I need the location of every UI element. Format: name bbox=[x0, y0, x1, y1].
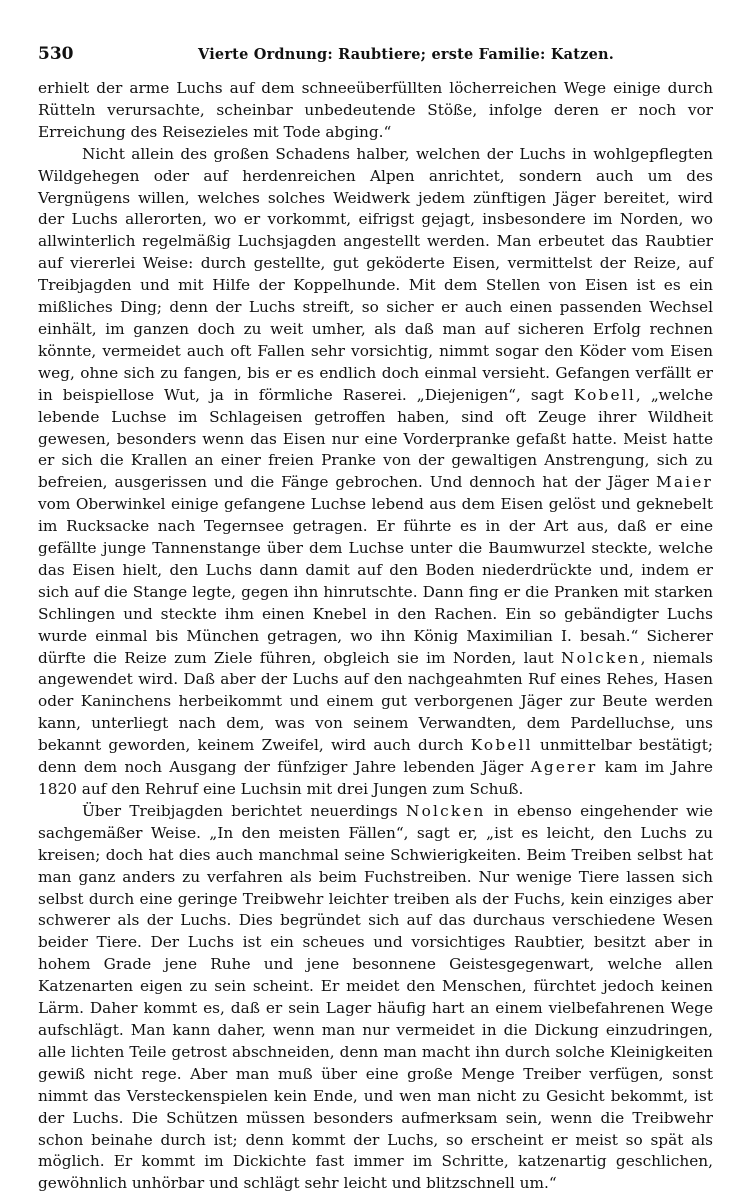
body-text bbox=[38, 78, 713, 1195]
spaced-name: Nolcken bbox=[561, 648, 641, 667]
paragraph bbox=[38, 144, 713, 801]
running-title: Vierte Ordnung: Raubtiere; erste Familie: Katzen. bbox=[198, 46, 615, 63]
text-run: Nicht allein des großen Schadens halber, welchen der Luchs in wohlgepflegten Wildgehegen oder auf herdenreichen Alpen anrichtet, sondern auch um des Vergnügens willen, welches solches Weidwerk jedem zünftigen Jäger bereitet, wird der Luchs allerorten, wo er vorkommt, eifrigst gejagt, insbesondere im Norden, wo allwinterlich regelmäßig Luchsjagden angestellt werden. Man erbeutet das Raubtier auf viererlei Weise: durch gestellte, gut geköderte Eisen, vermittelst der Reize, auf Treibjagden und mit Hilfe der Koppelhunde. Mit dem Stellen von Eisen ist es ein mißliches Ding; denn der Luchs streift, so sicher er auch einen passenden Wechsel einhält, im ganzen doch zu weit umher, als daß man auf sicheren Erfolg rechnen könnte, vermeidet auch oft Fallen sehr vorsichtig, nimmt sogar den Köder vom Eisen weg, ohne sich zu fangen, bis er es endlich doch einmal versieht. Gefangen verfällt er in beispiellose Wut, ja in förmliche Raserei. „Diejenigen“, sagt bbox=[38, 144, 713, 404]
spaced-name: Nolcken bbox=[405, 801, 486, 820]
text-run: , niemals angewendet wird. Daß aber der Luchs auf den nachgeahmten Ruf eines Rehes, Hasen oder Kaninchens herbeikommt und einem gut verborgenen Jäger zur Beute werden kann, unterliegt nach dem, was von seinem Verwandten, dem Pardelluchse, uns bekannt geworden, keinem Zweifel, wird auch durch bbox=[38, 648, 714, 755]
page-number: 530 bbox=[38, 44, 74, 64]
page-header bbox=[38, 44, 713, 74]
text-run: , „welche lebende Luchse im Schlageisen getroffen haben, sind oft Zeuge ihrer Wildheit gewesen, besonders wenn das Eisen nur eine Vorderpranke gefaßt hatte. Meist hatte er sich die Krallen an einer freien Pranke von der gewaltigen Anstrengung, sich zu befreien, ausgerissen und die Fänge gebrochen. Und dennoch hat der Jäger bbox=[38, 385, 713, 492]
text-run: unmittelbar bestätigt; denn dem noch Ausgang der fünfziger Jahre lebenden Jäger bbox=[38, 736, 713, 777]
text-run: kam im Jahre 1820 auf den Rehruf eine Luchsin mit drei Jungen zum Schuß. bbox=[38, 758, 713, 798]
spaced-name: Maier bbox=[655, 473, 713, 492]
spaced-name: Kobell bbox=[573, 385, 636, 404]
text-run: vom Oberwinkel einige gefangene Luchse lebend aus dem Eisen gelöst und geknebelt im Rucksacke nach Tegernsee getragen. Er führte es in der Art aus, daß er eine gefällte junge Tannenstange über dem Luchse unter die Baumwurzel steckte, welche das Eisen hielt, den Luchs dann damit auf den Boden niederdrückte und, indem er sich auf die Stange legte, gegen ihn hinrutschte. Dann fing er die Pranken mit starken Schlingen und steckte ihm einen Knebel in den Rachen. Ein so gebändigter Luchs wurde einmal bis München getragen, wo ihn König Maximilian I. besah.“ Sicherer dürfte die Reize zum Ziele führen, obgleich sie im Norden, laut bbox=[38, 495, 713, 667]
spaced-name: Agerer bbox=[530, 758, 598, 777]
paragraph bbox=[38, 78, 713, 144]
text-run: Über Treibjagden berichtet neuerdings bbox=[82, 801, 406, 820]
paragraph bbox=[38, 801, 713, 1195]
text-run: in ebenso eingehender wie sachgemäßer Weise. „In den meisten Fällen“, sagt er, „ist es leicht, den Luchs zu kreisen; doch hat dies auch manchmal seine Schwierigkeiten. Beim Treiben selbst hat man ganz anders zu verfahren als beim Fuchstreiben. Nur wenige Tiere lassen sich selbst durch eine geringe Treibwehr leichter treiben als der Fuchs, kein einziges aber schwerer als der Luchs. Dies begründet sich auf das durchaus verschiedene Wesen beider Tiere. Der Luchs ist ein scheues und vorsichtiges Raubtier, besitzt aber in hohem Grade jene Ruhe und jene besonnene Geistesgegenwart, welche allen Katzenarten eigen zu sein scheint. Er meidet den Menschen, fürchtet jedoch keinen Lärm. Daher kommt es, daß er sein Lager häufig hart an einem vielbefahrenen Wege aufschlägt. Man kann daher, wenn man nur vermeidet in die Dickung einzudringen, alle lichten Teile getrost abschneiden, denn man macht ihn durch solche Kleinigkeiten gewiß nicht rege. Aber man muß über eine große Menge Treiber verfügen, sonst nimmt das Versteckenspielen kein Ende, und wen man nicht zu Gesicht bekommt, ist der Luchs. Die Schützen müssen besonders aufmerksam sein, wenn die Treibwehr schon beinahe durch ist; denn kommt der Luchs, so erscheint er meist so spät als möglich. Er kommt im Dickichte fast immer im Schritte, katzenartig geschlichen, gewöhnlich unhörbar und schlägt sehr leicht und blitzschnell um.“ bbox=[38, 801, 713, 1193]
text-run: erhielt der arme Luchs auf dem schneeüberfüllten löcherreichen Wege einige durch Rütteln verursachte, scheinbar unbedeutende Stöße, infolge deren er noch vor Erreichung des Reisezieles mit Tode abging.“ bbox=[38, 79, 713, 141]
spaced-name: Kobell bbox=[470, 736, 533, 755]
